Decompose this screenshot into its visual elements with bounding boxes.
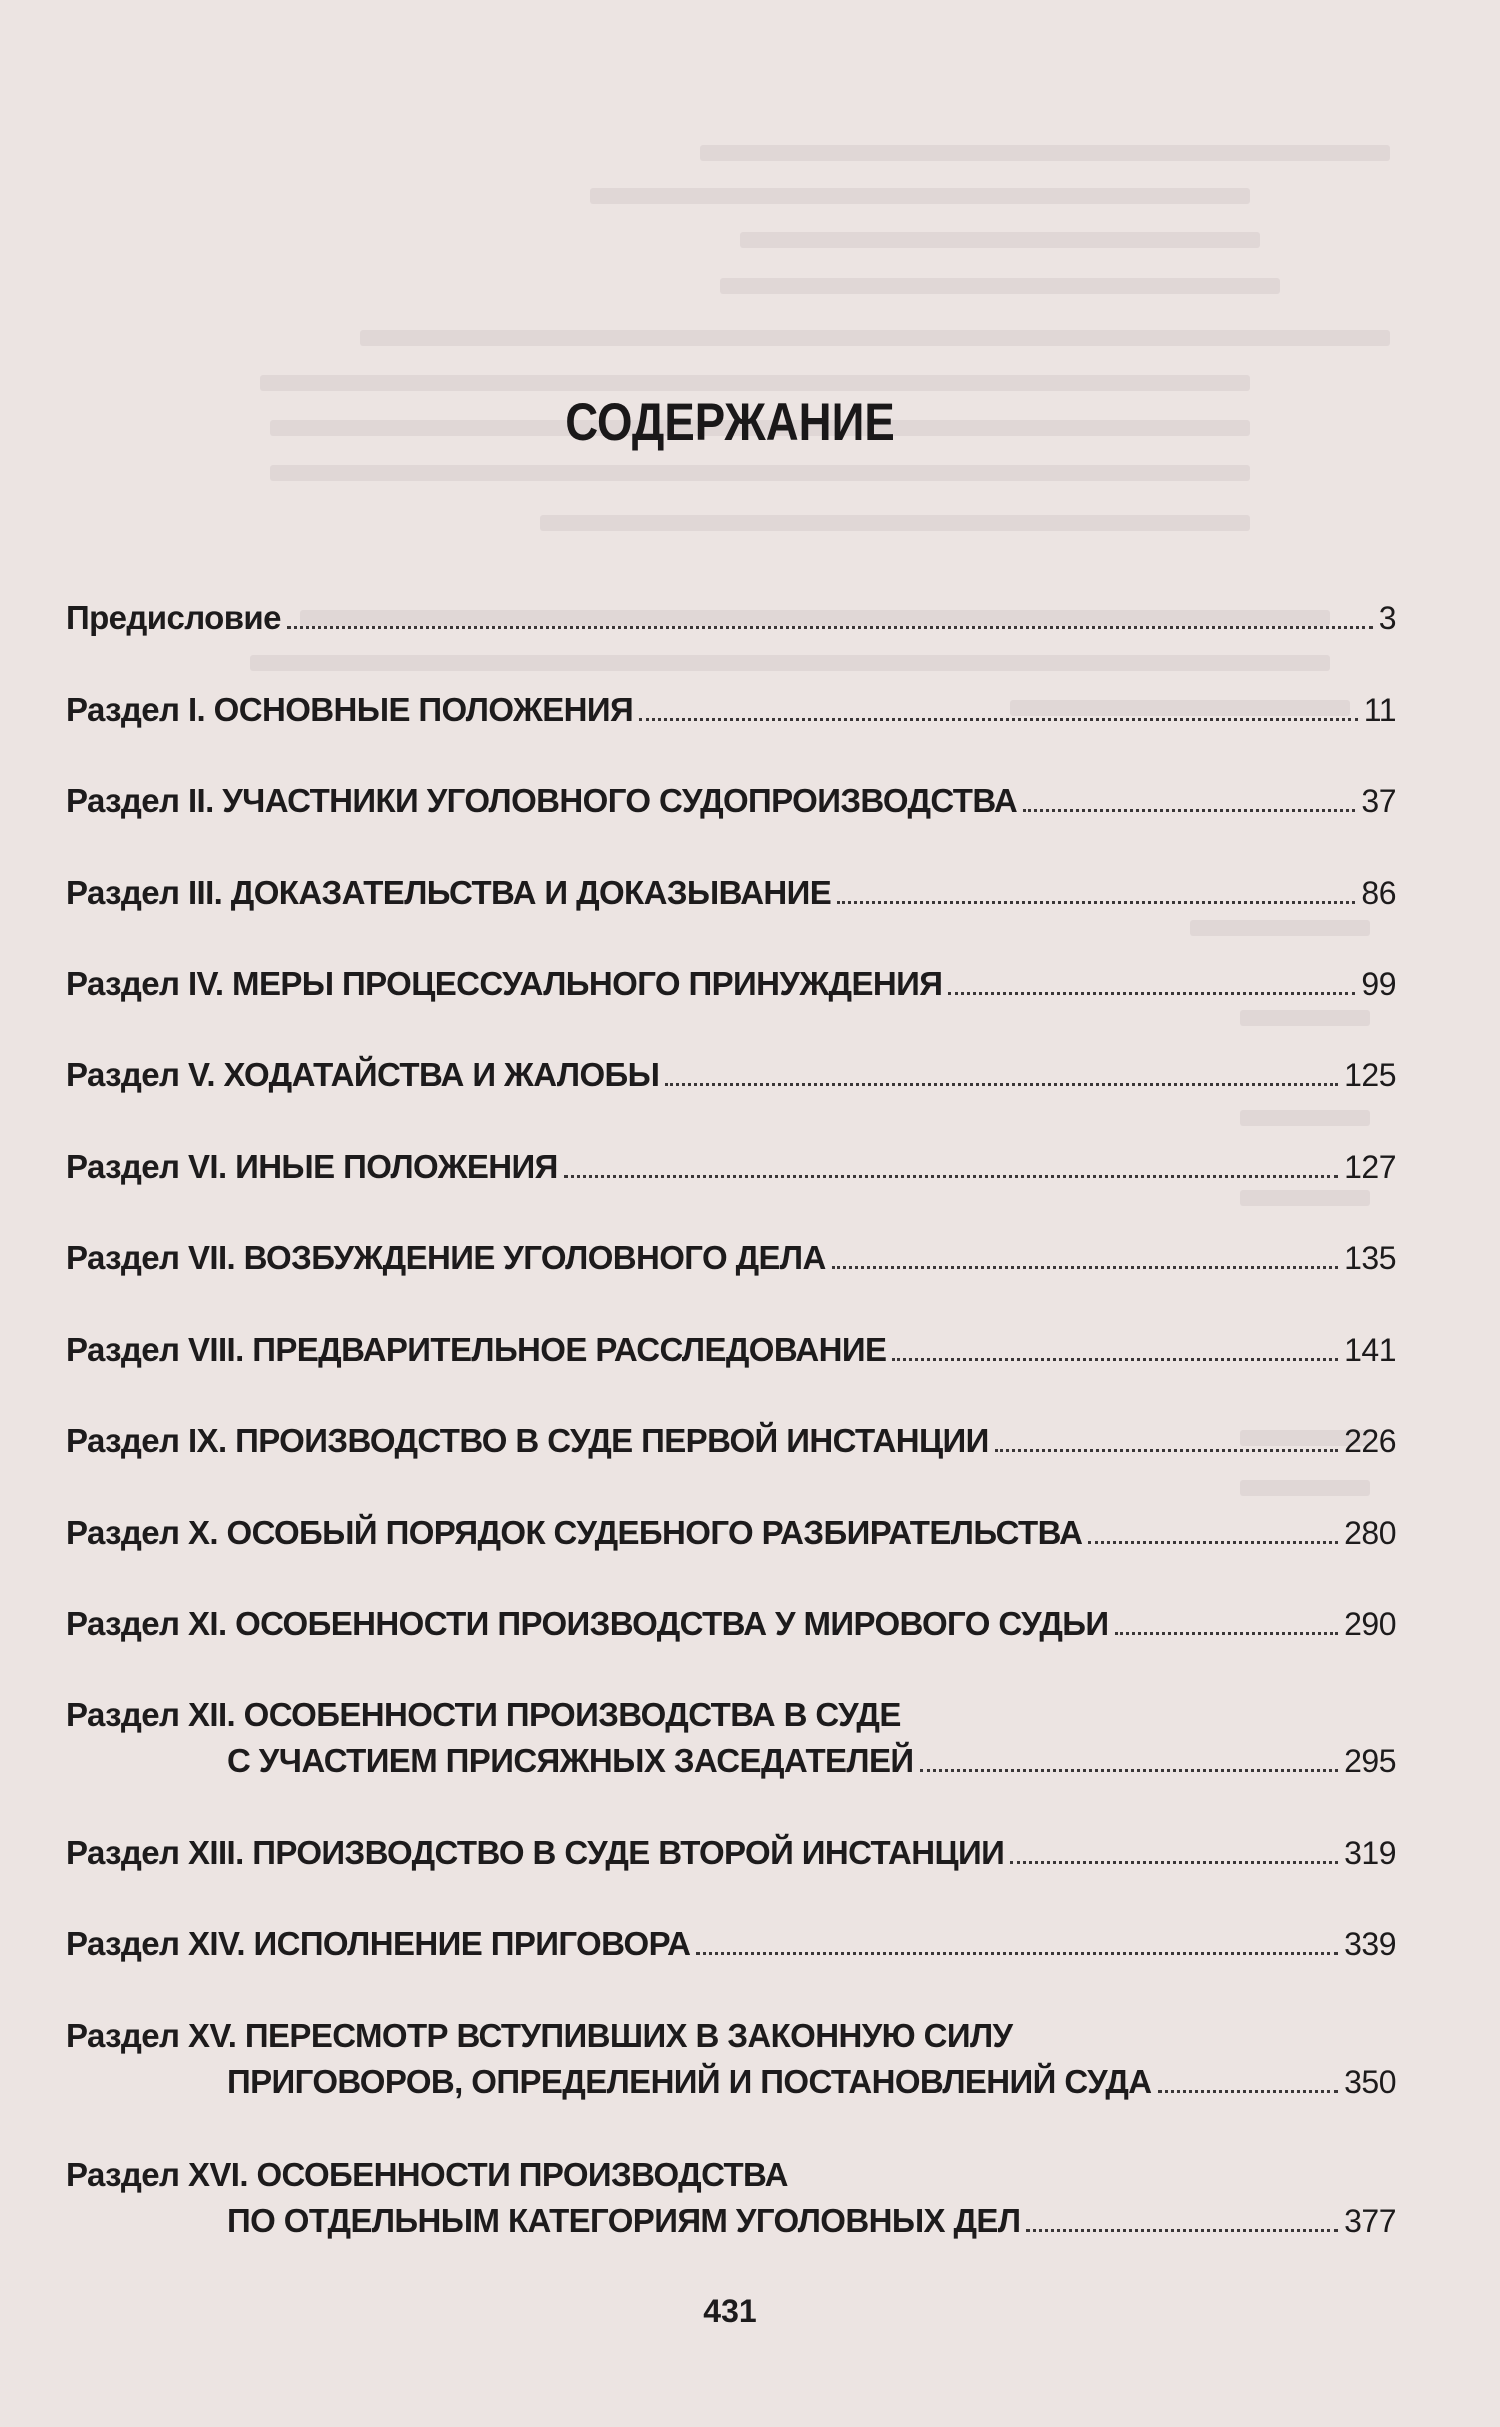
toc-entry-page: 125: [1344, 1057, 1396, 1093]
toc-entry-section-2[interactable]: [66, 778, 1396, 824]
toc-entry-section-9[interactable]: [66, 1418, 1396, 1464]
dot-leader: [639, 718, 1358, 721]
toc-entry-label: Раздел XVI. ОСОБЕННОСТИ ПРОИЗВОДСТВА: [66, 2156, 788, 2193]
toc-entry-section-12[interactable]: [66, 1692, 1396, 1784]
dot-leader: [1023, 809, 1355, 812]
toc-entry-label: Раздел XIV. ИСПОЛНЕНИЕ ПРИГОВОРА: [66, 1925, 691, 1962]
toc-entry-label-continuation: ПРИГОВОРОВ, ОПРЕДЕЛЕНИЙ И ПОСТАНОВЛЕНИЙ СУДА: [227, 2063, 1152, 2100]
toc-title: СОДЕРЖАНИЕ: [565, 393, 895, 452]
toc-entry-page: 135: [1344, 1240, 1396, 1276]
toc-entry-label: Раздел II. УЧАСТНИКИ УГОЛОВНОГО СУДОПРОИЗВОДСТВА: [66, 782, 1018, 819]
dot-leader: [1088, 1541, 1338, 1544]
toc-entry-label: Раздел VIII. ПРЕДВАРИТЕЛЬНОЕ РАССЛЕДОВАНИЕ: [66, 1331, 887, 1368]
toc-entry-page: 339: [1344, 1926, 1396, 1962]
page-number: 431: [703, 2293, 757, 2329]
toc-entry-label-continuation: С УЧАСТИЕМ ПРИСЯЖНЫХ ЗАСЕДАТЕЛЕЙ: [227, 1742, 914, 1779]
toc-entry-section-15[interactable]: [66, 2013, 1396, 2105]
toc-entry-page: 295: [1344, 1743, 1396, 1779]
toc-entry-label: Раздел VII. ВОЗБУЖДЕНИЕ УГОЛОВНОГО ДЕЛА: [66, 1239, 826, 1276]
toc-entry-label: Раздел XII. ОСОБЕННОСТИ ПРОИЗВОДСТВА В СУДЕ: [66, 1696, 901, 1733]
toc-entry-section-14[interactable]: [66, 1921, 1396, 1967]
toc-entry-label: Предисловие: [66, 599, 281, 636]
toc-entry-label: Раздел IX. ПРОИЗВОДСТВО В СУДЕ ПЕРВОЙ ИНСТАНЦИИ: [66, 1422, 989, 1459]
toc-entry-label: Раздел X. ОСОБЫЙ ПОРЯДОК СУДЕБНОГО РАЗБИРАТЕЛЬСТВА: [66, 1514, 1083, 1551]
toc-entry-page: 99: [1361, 966, 1396, 1002]
toc-entry-page: 280: [1344, 1515, 1396, 1551]
toc-entry-label: Раздел VI. ИНЫЕ ПОЛОЖЕНИЯ: [66, 1148, 558, 1185]
toc-entry-section-8[interactable]: [66, 1327, 1396, 1373]
toc-entry-label: Раздел III. ДОКАЗАТЕЛЬСТВА И ДОКАЗЫВАНИЕ: [66, 874, 832, 911]
toc-entry-section-11[interactable]: [66, 1601, 1396, 1647]
toc-entry-page: 226: [1344, 1423, 1396, 1459]
dot-leader: [1010, 1861, 1338, 1864]
toc-entry-page: 37: [1361, 783, 1396, 819]
dot-leader: [837, 901, 1355, 904]
toc-entry-page: 319: [1344, 1835, 1396, 1871]
toc-entry-label-continuation: ПО ОТДЕЛЬНЫМ КАТЕГОРИЯМ УГОЛОВНЫХ ДЕЛ: [227, 2202, 1021, 2239]
toc-entry-section-13[interactable]: [66, 1830, 1396, 1876]
dot-leader: [564, 1175, 1338, 1178]
toc-entry-section-3[interactable]: [66, 870, 1396, 916]
toc-entry-section-10[interactable]: [66, 1510, 1396, 1556]
dot-leader: [892, 1358, 1338, 1361]
dot-leader: [948, 992, 1355, 995]
toc-entry-label: Раздел V. ХОДАТАЙСТВА И ЖАЛОБЫ: [66, 1056, 660, 1093]
toc-entry-page: 290: [1344, 1606, 1396, 1642]
toc-entry-page: 127: [1344, 1149, 1396, 1185]
toc-entry-page: 11: [1363, 692, 1396, 728]
dot-leader: [1158, 2090, 1339, 2093]
toc-entry-preface[interactable]: [66, 595, 1396, 641]
toc-entry-page: 3: [1378, 600, 1396, 636]
toc-entry-page: 141: [1344, 1332, 1396, 1368]
toc-entry-label: Раздел IV. МЕРЫ ПРОЦЕССУАЛЬНОГО ПРИНУЖДЕНИЯ: [66, 965, 943, 1002]
dot-leader: [832, 1266, 1338, 1269]
dot-leader: [665, 1083, 1338, 1086]
toc-entry-section-7[interactable]: [66, 1235, 1396, 1281]
toc-entry-section-5[interactable]: [66, 1052, 1396, 1098]
toc-entry-label: Раздел I. ОСНОВНЫЕ ПОЛОЖЕНИЯ: [66, 691, 634, 728]
toc-entry-section-1[interactable]: [66, 687, 1396, 733]
toc-entry-label: Раздел XIII. ПРОИЗВОДСТВО В СУДЕ ВТОРОЙ ИНСТАНЦИИ: [66, 1834, 1005, 1871]
toc-entry-section-6[interactable]: [66, 1144, 1396, 1190]
dot-leader: [287, 626, 1373, 629]
dot-leader: [920, 1769, 1339, 1772]
dot-leader: [995, 1449, 1338, 1452]
toc-entry-section-4[interactable]: [66, 961, 1396, 1007]
dot-leader: [1115, 1632, 1339, 1635]
toc-entry-label: Раздел XV. ПЕРЕСМОТР ВСТУПИВШИХ В ЗАКОННУЮ СИЛУ: [66, 2017, 1013, 2054]
toc-entry-page: 86: [1361, 875, 1396, 911]
toc-entry-page: 377: [1344, 2203, 1396, 2239]
dot-leader: [1026, 2229, 1338, 2232]
dot-leader: [696, 1952, 1338, 1955]
toc-entry-page: 350: [1344, 2064, 1396, 2100]
toc-entry-section-16[interactable]: [66, 2152, 1396, 2244]
toc-entry-label: Раздел XI. ОСОБЕННОСТИ ПРОИЗВОДСТВА У МИРОВОГО СУДЬИ: [66, 1605, 1109, 1642]
